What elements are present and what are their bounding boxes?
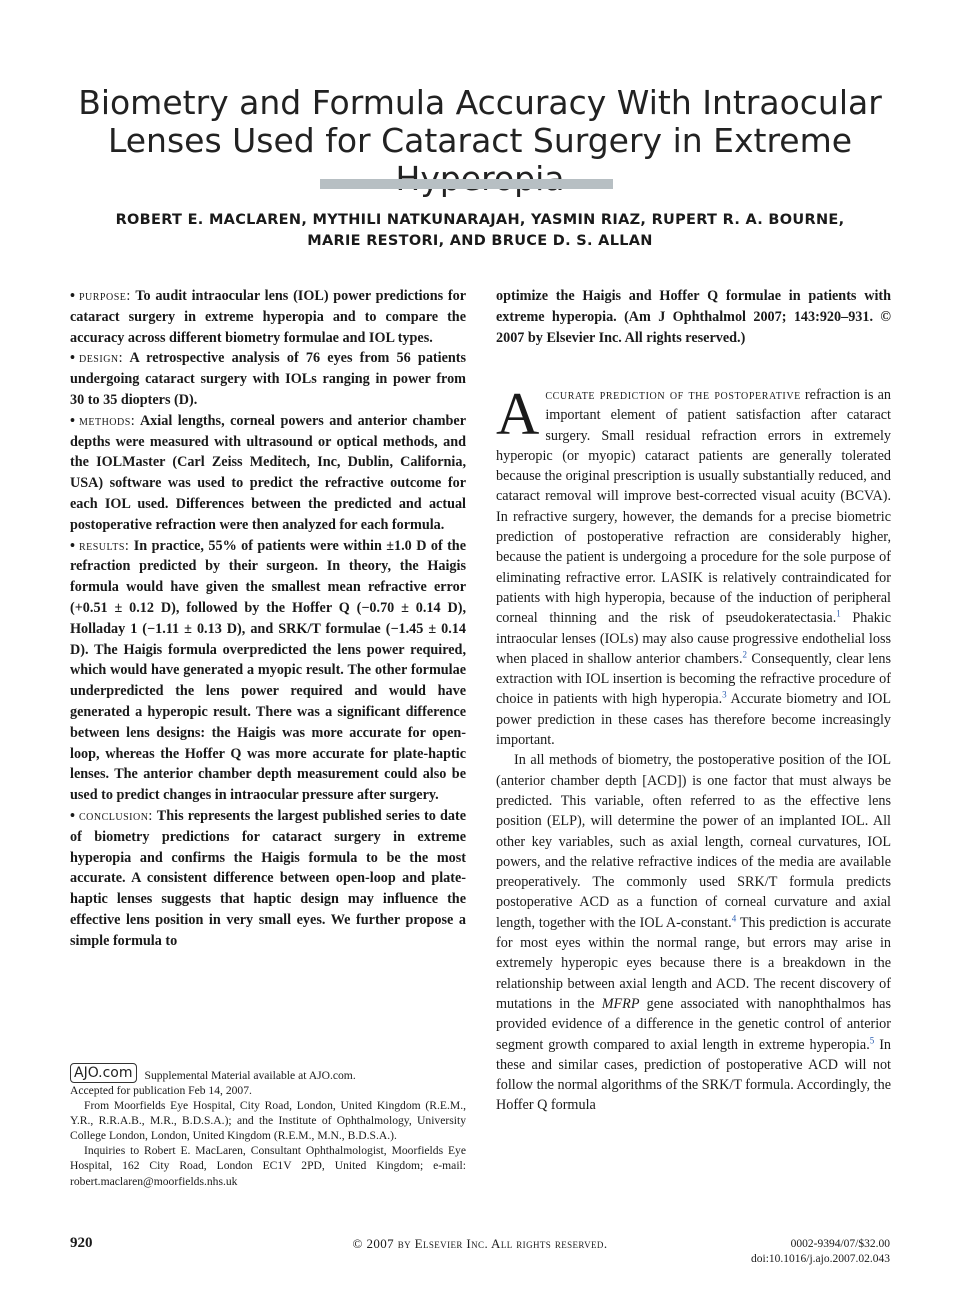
purpose-label: purpose: xyxy=(78,288,131,304)
abstract-methods: • methods: Axial lengths, corneal powers and anterior chamber depths were measured with ultrasound or optical methods, and the IOLMaster (Carl Zeiss Meditech, Inc, Dublin, California, USA) software was used to predict the refractive outcome for each IOL used. Differences between the predicted and actual postoperative refraction were then analyzed for each formula. xyxy=(70,412,466,533)
body-text-segment: This prediction is accurate for most eyes within the normal range, but errors may arise in extremely hyperopic eyes because there is a breakdown in the relationship between axial length and ACD. The recent discovery of mutations in the xyxy=(496,914,892,1012)
body-text-segment: gene associated with nanophthalmos has provided evidence of a difference in the genetic control of anterior segment growth compared to axial length in extreme hyperopia. xyxy=(496,995,892,1053)
abstract-design: • design: A retrospective analysis of 76 eyes from 56 patients undergoing cataract surgery with IOLs ranging in power from 30 to 35 diopters (D). xyxy=(70,350,467,408)
ref-link-1[interactable]: 1 xyxy=(836,608,841,619)
methods-label: methods: xyxy=(78,412,136,429)
body-paragraph-2 xyxy=(496,750,891,1115)
issn-price: 0002-9394/07/$32.00 xyxy=(790,1238,890,1250)
abstract-purpose: • purpose: To audit intraocular lens (IOL) power predictions for cataract surgery in extreme hyperopia and to compare the accuracy across different biometry formulae and IOL types. xyxy=(70,288,466,346)
body-text-segment: Accurate biometry and IOL power prediction in these cases has therefore become increasingly important. xyxy=(496,691,892,749)
body-text-segment: In these and similar cases, prediction of postoperative ACD will not follow the normal algorithms of the SRK/T formula. Accordingly, the Hoffer Q formula xyxy=(496,1036,892,1114)
body-text-segment: Consequently, clear lens extraction with IOL insertion is becoming the refractive procedure of choice in patients with high hyperopia. xyxy=(496,650,891,708)
body-text-segment: Phakic intraocular lenses (IOLs) may also cause progressive endothelial loss when placed in shallow anterior chambers. xyxy=(496,610,891,667)
body-text xyxy=(496,381,892,1116)
ref-link-4[interactable]: 4 xyxy=(731,912,737,923)
ref-link-3[interactable]: 3 xyxy=(722,689,727,700)
conclusion-text: This represents the largest published series to date of biometry predictions for cataract surgery in extreme hyperopia and confirms the Haigis formula to be the most accurate. A consistent difference between open-loop and plate-haptic lenses suggests that haptic design may influence the effective lens position in very small eyes. We further propose a simple formula to xyxy=(70,807,467,949)
body-paragraph-1 xyxy=(496,381,892,750)
conclusion-label: conclusion: xyxy=(78,807,153,824)
supplemental-note: Supplemental Material available at AJO.com. xyxy=(144,1068,356,1082)
affiliation-note: From Moorfields Eye Hospital, City Road, London, United Kingdom (R.E.M., Y.R., R.R.A.B., M.R., B.D.S.A.); and the Institute of Ophthalmology, University College London, London, United Kingdom (R.E.M., M.N., B.D.S.A.). xyxy=(70,1099,466,1143)
title-line-1: Biometry and Formula Accuracy With Intraocular xyxy=(78,83,882,122)
footnotes xyxy=(70,1063,466,1189)
title-line-2: Lenses Used for Cataract Surgery in Extreme xyxy=(107,121,853,160)
doi-link[interactable]: doi:10.1016/j.ajo.2007.02.043 xyxy=(751,1253,890,1265)
title-divider xyxy=(320,179,613,189)
methods-text: Axial lengths, corneal powers and anterior chamber depths were measured with ultrasound or optical methods, and the IOLMaster (Carl Zeiss Meditech, Inc, Dublin, California, USA) software was used to predict the refractive outcome for each IOL used. Differences between the predicted and actual postoperative refraction were then analyzed for each formula. xyxy=(70,412,466,533)
page-number: 920 xyxy=(70,1235,93,1251)
authors-line-1: ROBERT E. MACLAREN, MYTHILI NATKUNARAJAH, YASMIN RIAZ, RUPERT R. A. BOURNE, xyxy=(115,212,845,228)
ref-link-5[interactable]: 5 xyxy=(869,1034,875,1045)
body-text-segment: refraction is an important element of patient satisfaction after cataract surgery. Small residual refraction errors in extremely hyperopic (or myopic) cataract patients are generally tolerated because the original prescription is usually substantially reduced, and cataract removal will improve best-corrected visual acuity (BCVA). In refractive surgery, however, the demands for a precise biometric prediction of postoperative refraction are considerably higher, because the patient is undergoing a procedure for the sole purpose of eliminating refractive error. LASIK is relatively contraindicated for patients with high hyperopia, because of the induction of peripheral corneal thinning and the risk of pseudokeratectasia. xyxy=(496,387,892,627)
results-text: In practice, 55% of patients were within ±1.0 D of the refraction predicted by their surgeon. In theory, the Haigis formula would have given the smallest mean refractive error (+0.51 ± 0.12 D), followed by the Hoffer Q (−0.70 ± 0.14 D), Holladay 1 (−1.11 ± 0.13 D), and SRK/T formulae (−1.45 ± 0.14 D). The Haigis formula overpredicted the lens power required, which would have generated a myopic result. The other formulae underpredicted the lens power required and would have generated a hyperopic result. There was a significant difference between lens designs: the Haigis was more accurate for open-loop, whereas the Hoffer Q was more accurate for plate-haptic lenses. The anterior chamber depth measurement could also be used to predict changes in intraocular pressure after surgery. xyxy=(70,537,466,804)
design-text: A retrospective analysis of 76 eyes from 56 patients undergoing cataract surgery with IOLs ranging in power from 30 to 35 diopters (D). xyxy=(70,350,467,408)
gene-name: MFRP xyxy=(601,995,640,1012)
design-label: design: xyxy=(78,350,124,367)
supplemental-row xyxy=(70,1063,466,1083)
ref-link-2[interactable]: 2 xyxy=(742,649,747,660)
copyright-line: © 2007 by Elsevier Inc. All rights reserved. xyxy=(352,1236,608,1251)
authors-line-2: MARIE RESTORI, AND BRUCE D. S. ALLAN xyxy=(307,233,653,249)
inquiries-note: Inquiries to Robert E. MacLaren, Consultant Ophthalmologist, Moorfields Eye Hospital, 162 City Road, London EC1V 2PD, United Kingdom; e-mail: robert.maclaren@moorfields.nhs.uk xyxy=(70,1144,466,1188)
author-list xyxy=(60,210,900,252)
drop-cap: A xyxy=(496,381,540,447)
body-text-segment: In all methods of biometry, the postoperative position of the IOL (anterior chamber depth [ACD]) is one factor that must always be predicted. This variable, often referred to as the effective lens position (ELP), will determine the power of an implanted IOL. All other key variables, such as axial length, corneal curvatures, IOL powers, and the relative refractive indices of the media are available preoperatively. The commonly used SRK/T formula predicts postoperative ACD as a function of corneal curvature and axial length, together with the IOL A-constant. xyxy=(496,752,891,931)
accepted-date: Accepted for publication Feb 14, 2007. xyxy=(70,1084,252,1097)
results-label: results: xyxy=(78,537,130,554)
lead-in-smallcaps: ccurate prediction of the postoperative xyxy=(545,387,801,403)
abstract-results: • results: In practice, 55% of patients were within ±1.0 D of the refraction predicted by their surgeon. In theory, the Haigis formula would have given the smallest mean refractive error (+0.51 ± 0.12 D), followed by the Hoffer Q (−0.70 ± 0.14 D), Holladay 1 (−1.11 ± 0.13 D), and SRK/T formulae (−1.45 ± 0.14 D). The Haigis formula overpredicted the lens power required, which would have generated a myopic result. The other formulae underpredicted the lens power required and would have generated a hyperopic result. There was a significant difference between lens designs: the Haigis was more accurate for open-loop, whereas the Hoffer Q was more accurate for plate-haptic lenses. The anterior chamber depth measurement could also be used to predict changes in intraocular pressure after surgery. xyxy=(70,537,466,804)
purpose-text: To audit intraocular lens (IOL) power predictions for cataract surgery in extreme hyperopia and to compare the accuracy across different biometry formulae and IOL types. xyxy=(70,288,466,346)
doi-block xyxy=(620,1237,890,1267)
ajo-logo[interactable]: AJO.com xyxy=(70,1063,137,1083)
abstract-continuation: optimize the Haigis and Hoffer Q formulae in patients with extreme hyperopia. (Am J Ophthalmol 2007; 143:920–931. © 2007 by Elsevier Inc. All rights reserved.) xyxy=(496,288,891,346)
abstract-conclusion: • conclusion: This represents the largest published series to date of biometry predictions for cataract surgery in extreme hyperopia and confirms the Haigis formula to be the most accurate. A consistent difference between open-loop and plate-haptic lenses suggests that haptic design may influence the effective lens position in very small eyes. We further propose a simple formula to xyxy=(70,807,467,949)
abstract xyxy=(70,286,466,952)
